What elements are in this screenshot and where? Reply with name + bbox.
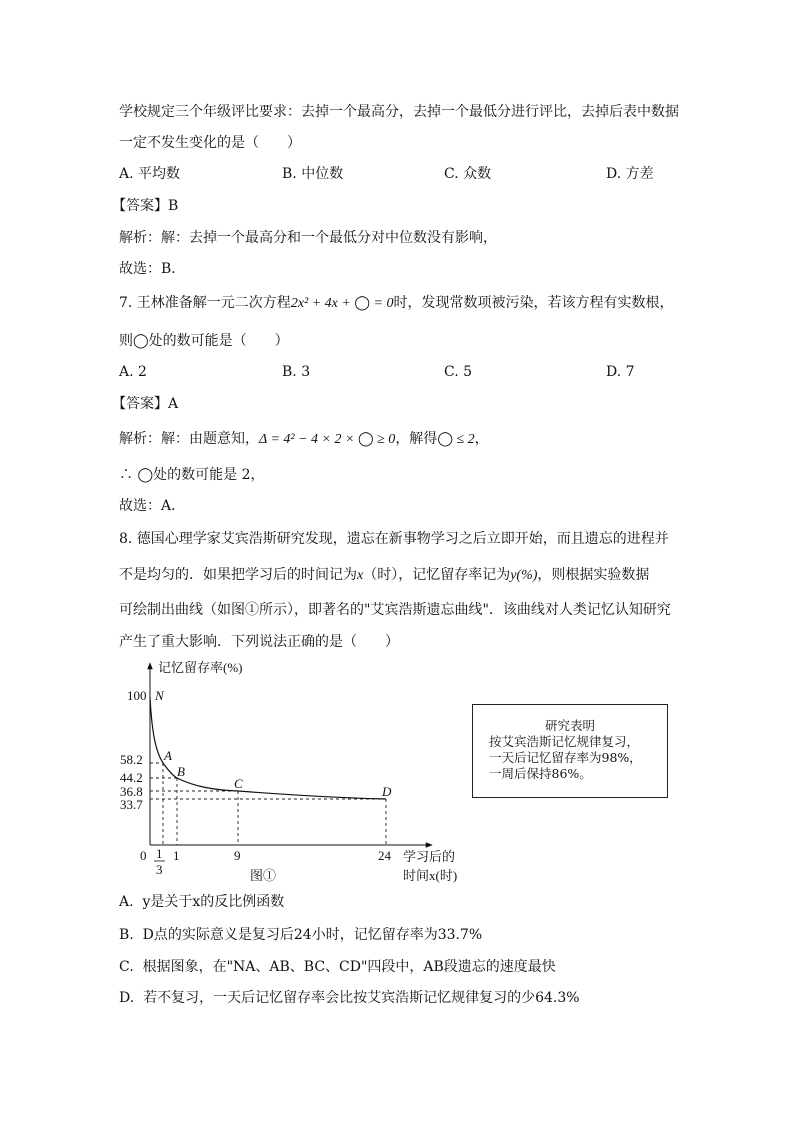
y-tick-33-7: 33.7 — [120, 797, 143, 812]
q6-analysis: 解析：解：去掉一个最高分和一个最低分对中位数没有影响， — [119, 230, 497, 246]
q8-option-d-letter: D. — [119, 990, 135, 1006]
q6-stem-line1: 学校规定三个年级评比要求：去掉一个最高分，去掉一个最低分进行评比，去掉后表中数据 — [119, 104, 679, 120]
q7-stem-a: 7. 王林准备解一元二次方程 — [119, 295, 291, 311]
q7-discriminant: Δ = 4² − 4 × 2 × ◯ ≥ 0 — [259, 432, 396, 447]
point-b-label: B — [177, 764, 185, 779]
q8-option-c — [119, 957, 556, 977]
q8-line2-a: 不是均匀的．如果把学习后的时间记为 — [119, 567, 357, 583]
q8-option-b — [119, 925, 482, 945]
q8-line4: 产生了重大影响．下列说法正确的是（ ） — [119, 634, 399, 650]
q7-option-d: D. 7 — [606, 364, 635, 380]
forgetting-curve — [150, 697, 386, 799]
q6-option-a: A. 平均数 — [119, 166, 181, 182]
q8-line3: 可绘制出曲线（如图①所示），即著名的"艾宾浩斯遗忘曲线"．该曲线对人类记忆认知研究 — [119, 602, 671, 618]
q8-option-a — [119, 892, 284, 912]
q8-option-d — [119, 988, 580, 1008]
q7-solution: ◯ ≤ 2 — [437, 432, 475, 447]
x-tick-third-num: 1 — [156, 846, 163, 861]
q7-stem-line2: 则◯处的数可能是（ ） — [119, 333, 289, 349]
x-tick-9: 9 — [234, 848, 241, 863]
y-tick-100: 100 — [127, 688, 147, 703]
q6-option-d: D. 方差 — [606, 166, 654, 182]
q8-var-x: x — [357, 568, 364, 583]
q7-therefore: ∴ ◯处的数可能是 2， — [119, 467, 265, 483]
q7-option-b: B. 3 — [282, 364, 311, 380]
research-note-box — [472, 704, 668, 798]
x-axis-label-1: 学习后的 — [403, 849, 456, 864]
q6-conclusion: 故选：B． — [119, 261, 186, 277]
q6-stem-line2: 一定不发生变化的是（ ） — [119, 135, 301, 151]
q7-analysis-c: ， — [474, 431, 489, 447]
note-line-2: 一天后记忆留存率为98%， — [489, 750, 642, 765]
q8-line1: 8. 德国心理学家艾宾浩斯研究发现，遗忘在新事物学习之后立即开始，而且遗忘的进程并 — [119, 531, 669, 547]
guide-lines — [150, 763, 386, 845]
x-tick-1: 1 — [173, 848, 180, 863]
y-tick-58-2: 58.2 — [120, 752, 143, 767]
y-axis-label: 记忆留存率(%) — [158, 660, 243, 675]
q7-option-c: C. 5 — [444, 364, 473, 380]
q7-option-a: A. 2 — [119, 364, 147, 380]
q8-line2-b: （时），记忆留存率记为 — [363, 567, 511, 583]
q8-option-c-text: 根据图象，在"NA、AB、BC、CD"四段中，AB段遗忘的速度最快 — [142, 959, 556, 975]
x-axis-label-2: 时间x(时) — [403, 868, 458, 883]
q8-option-b-text: D点的实际意义是复习后24小时，记忆留存率为33.7% — [142, 927, 483, 943]
x-tick-third-den: 3 — [156, 862, 163, 877]
figure-caption: 图① — [250, 868, 277, 883]
q7-stem-b: 时，发现常数项被污染，若该方程有实数根， — [393, 295, 674, 311]
q8-option-c-letter: C. — [119, 959, 134, 975]
q6-option-b: B. 中位数 — [282, 166, 344, 182]
y-tick-36-8: 36.8 — [120, 784, 143, 799]
q8-option-a-text: y是关于x的反比例函数 — [142, 894, 285, 910]
q6-option-c: C. 众数 — [444, 166, 492, 182]
point-c-label: C — [234, 776, 243, 791]
q7-equation: 2x² + 4x + ◯ = 0 — [290, 296, 394, 311]
q6-answer: 【答案】B — [112, 198, 179, 214]
note-title: 研究表明 — [544, 718, 595, 733]
y-tick-44-2: 44.2 — [120, 770, 143, 785]
x-tick-24: 24 — [378, 848, 391, 863]
q7-analysis-b: ，解得 — [395, 431, 438, 447]
note-line-3: 一周后保持86%。 — [489, 766, 592, 781]
q7-conclusion: 故选：A． — [119, 498, 186, 514]
note-line-1: 按艾宾浩斯记忆规律复习， — [489, 734, 640, 749]
x-origin: 0 — [140, 848, 147, 863]
q7-analysis-a: 解析：解：由题意知， — [119, 431, 259, 447]
point-n-label: N — [155, 688, 164, 703]
q8-option-b-letter: B. — [119, 927, 134, 943]
q8-line2-c: ，则根据实验数据 — [537, 567, 650, 583]
q8-option-a-letter: A. — [119, 894, 134, 910]
q8-var-y: y(%) — [510, 568, 538, 583]
point-a-label: A — [164, 748, 172, 763]
point-d-label: D — [382, 784, 392, 799]
q7-answer: 【答案】A — [112, 396, 179, 412]
q8-option-d-text: 若不复习，一天后记忆留存率会比按艾宾浩斯记忆规律复习的少64.3% — [143, 990, 580, 1006]
